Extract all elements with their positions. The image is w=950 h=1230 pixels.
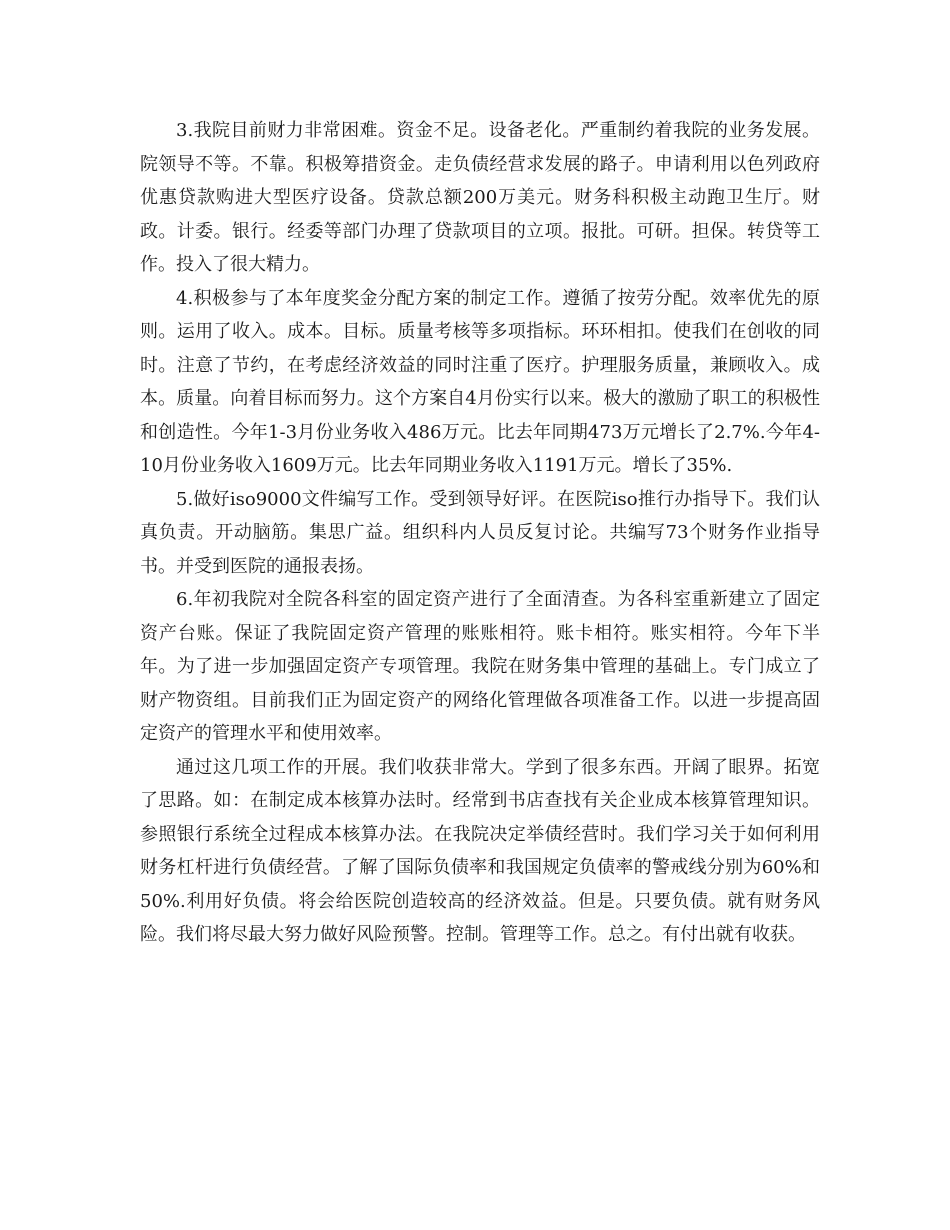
paragraph-item-5: 5.做好iso9000文件编写工作。受到领导好评。在医院iso推行办指导下。我们认真负责。开动脑筋。集思广益。组织科内人员反复讨论。共编写73个财务作业指导书。并受到医院的通报表扬。 (140, 488, 820, 577)
paragraph-item-6: 6.年初我院对全院各科室的固定资产进行了全面清查。为各科室重新建立了固定资产台账。保证了我院固定资产管理的账账相符。账卡相符。账实相符。今年下半年。为了进一步加强固定资产专项管理。我院在财务集中管理的基础上。专门成立了财产物资组。目前我们正为固定资产的网络化管理做各项准备工作。以进一步提高固定资产的管理水平和使用效率。 (140, 589, 820, 744)
paragraph-item-4: 4.积极参与了本年度奖金分配方案的制定工作。遵循了按劳分配。效率优先的原则。运用了收入。成本。目标。质量考核等多项指标。环环相扣。使我们在创收的同时。注意了节约，在考虑经济效益的同时注重了医疗。护理服务质量，兼顾收入。成本。质量。向着目标而努力。这个方案自4月份实行以来。极大的激励了职工的积极性和创造性。今年1-3月份业务收入486万元。比去年同期473万元增长了2.7%.今年4-10月份业务收入1609万元。比去年同期业务收入1191万元。增长了35%. (140, 287, 820, 476)
paragraph-item-3: 3.我院目前财力非常困难。资金不足。设备老化。严重制约着我院的业务发展。院领导不等。不靠。积极筹措资金。走负债经营求发展的路子。申请利用以色列政府优惠贷款购进大型医疗设备。贷款总额200万美元。财务科积极主动跑卫生厅。财政。计委。银行。经委等部门办理了贷款项目的立项。报批。可研。担保。转贷等工作。投入了很大精力。 (140, 120, 820, 275)
document-body (140, 114, 820, 952)
paragraph-summary: 通过这几项工作的开展。我们收获非常大。学到了很多东西。开阔了眼界。拓宽了思路。如：在制定成本核算办法时。经常到书店查找有关企业成本核算管理知识。参照银行系统全过程成本核算办法。在我院决定举债经营时。我们学习关于如何利用财务杠杆进行负债经营。了解了国际负债率和我国规定负债率的警戒线分别为60%和50%.利用好负债。将会给医院创造较高的经济效益。但是。只要负债。就有财务风险。我们将尽最大努力做好风险预警。控制。管理等工作。总之。有付出就有收获。 (140, 756, 820, 945)
